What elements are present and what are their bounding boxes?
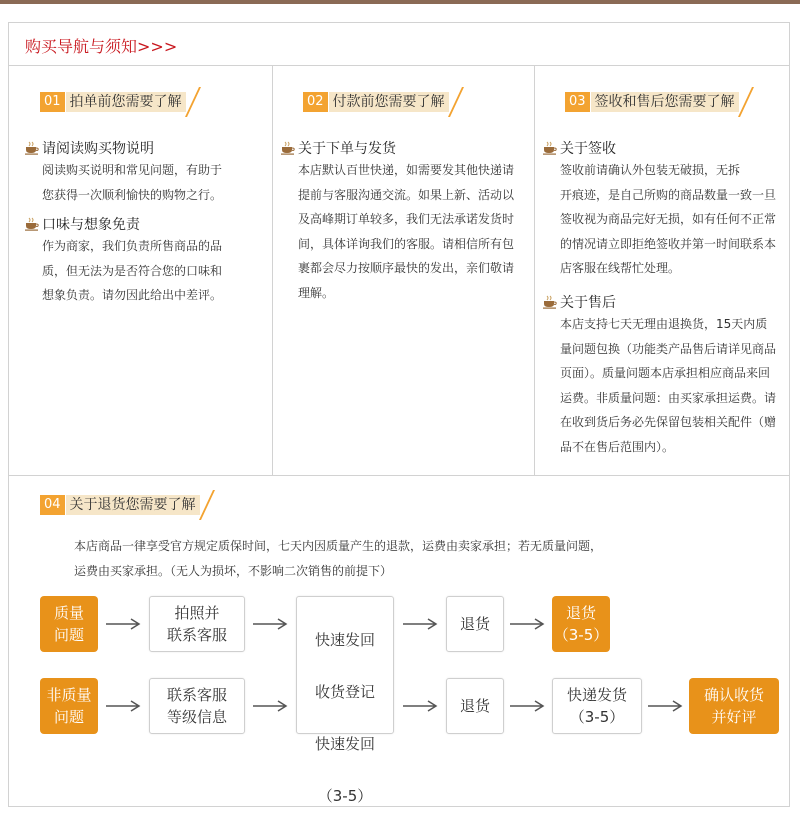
tag-label: 关于退货您需要了解 <box>66 495 200 515</box>
tag-number: 02 <box>303 92 328 112</box>
tag-label: 付款前您需要了解 <box>329 92 449 112</box>
guide-header <box>8 22 790 66</box>
coffee-cup-icon <box>25 141 40 155</box>
right-arrow-icon <box>106 617 142 631</box>
contact-register-box: 联系客服 等级信息 <box>149 678 245 734</box>
flow-step-text: 快速发回 <box>314 631 375 649</box>
flow-step-text: 快速发回 <box>314 735 375 753</box>
text-line: 理解。 <box>298 285 335 300</box>
ship-back-box <box>296 596 394 805</box>
section-body <box>42 234 267 308</box>
section-title <box>543 292 616 312</box>
coffee-cup-icon <box>543 141 558 155</box>
tag-returns <box>40 492 208 518</box>
row-divider <box>8 475 790 476</box>
top-decor-bar <box>0 0 800 4</box>
section-body <box>298 158 530 305</box>
text-line: 裹都会尽力按顺序最快的发出，亲们敬请 <box>298 261 515 275</box>
right-arrow-icon <box>106 699 142 713</box>
tag-label: 签收和售后您需要了解 <box>591 92 739 112</box>
tag-label: 拍单前您需要了解 <box>66 92 186 112</box>
text-line: 本店默认百世快递，如需要发其他快递请 <box>298 163 515 177</box>
text-line: 本店商品一律享受官方规定质保时间，七天内因质量产生的退款，运费由卖家承担；若无质量问题， <box>74 539 603 553</box>
page-title: 购买导航与须知>>> <box>25 37 178 56</box>
right-arrow-icon <box>510 617 546 631</box>
text-line: 页面）。质量问题本店承担相应商品来回 <box>560 366 771 380</box>
section-title-text: 请阅读购买物说明 <box>42 141 154 157</box>
return-box-1: 退货 <box>446 596 504 652</box>
text-line: 店客服在线帮忙处理。 <box>560 261 681 275</box>
text-line: 运费。非质量问题：由买家承担运费。请 <box>560 390 777 405</box>
right-arrow-icon <box>648 699 684 713</box>
express-ship-box: 快递发货 （3-5） <box>552 678 642 734</box>
text-line: 间，具体详询我们的客服。请相信所有包 <box>298 236 515 251</box>
flow-step-text: （3-5） <box>317 787 373 805</box>
non-quality-issue-box: 非质量 问题 <box>40 678 98 734</box>
text-line: 本店支持七天无理由退换货，15天内质 <box>560 317 768 331</box>
column-divider <box>272 66 273 475</box>
text-line: 在收到货后务必先保留包装相关配件（赠 <box>560 415 777 429</box>
text-line: 阅读购买说明和常见问题，有助于 <box>42 163 223 177</box>
text-line: 及高峰期订单较多，我们无法承诺发货时 <box>298 212 515 226</box>
return-box-2: 退货 <box>446 678 504 734</box>
section-body <box>560 158 785 281</box>
text-line: 的情况请立即拒绝签收并第一时间联系本 <box>560 236 777 251</box>
section-title-text: 口味与想象免责 <box>42 217 140 233</box>
text-line: 开痕迹，是自己所购的商品数量一致一旦 <box>560 187 777 202</box>
tag-number: 01 <box>40 92 65 112</box>
text-line: 签收视为商品完好无损，如有任何不正常 <box>560 212 777 226</box>
text-line: 作为商家，我们负责所售商品的品 <box>42 239 223 253</box>
tag-after-sales <box>565 89 747 115</box>
returns-body <box>74 534 784 583</box>
text-line: 想象负责。请勿因此给出中差评。 <box>42 288 223 302</box>
section-body <box>560 312 785 459</box>
section-title <box>25 214 140 234</box>
quality-issue-box: 质量 问题 <box>40 596 98 652</box>
right-arrow-icon <box>403 699 439 713</box>
photo-contact-box: 拍照并 联系客服 <box>149 596 245 652</box>
text-line: 提前与客服沟通交流。如果上新、活动以 <box>298 187 515 202</box>
section-title-text: 关于签收 <box>560 141 616 157</box>
tag-before-payment <box>303 89 457 115</box>
section-title-text: 关于售后 <box>560 295 616 311</box>
coffee-cup-icon <box>543 295 558 309</box>
column-divider <box>534 66 535 475</box>
text-line: 品不在售后范围内）。 <box>560 439 675 454</box>
flow-step-text: 收货登记 <box>314 683 375 701</box>
tag-number: 03 <box>565 92 590 112</box>
coffee-cup-icon <box>25 217 40 231</box>
right-arrow-icon <box>253 699 289 713</box>
text-line: 质，但无法为是否符合您的口味和 <box>42 263 223 278</box>
text-line: 您获得一次顺利愉快的购物之行。 <box>42 187 223 202</box>
text-line: 运费由买家承担。（无人为损坏，不影响二次销售的前提下） <box>74 563 393 578</box>
section-body <box>42 158 267 207</box>
section-title <box>25 138 154 158</box>
confirm-review-box: 确认收货 并好评 <box>689 678 779 734</box>
right-arrow-icon <box>253 617 289 631</box>
refund-box: 退货 （3-5） <box>552 596 610 652</box>
text-line: 签收前请确认外包装无破损，无拆 <box>560 163 741 177</box>
text-line: 量问题包换（功能类产品售后请详见商品 <box>560 341 777 356</box>
right-arrow-icon <box>510 699 546 713</box>
right-arrow-icon <box>403 617 439 631</box>
section-title <box>543 138 616 158</box>
section-title-text: 关于下单与发货 <box>298 141 396 157</box>
section-title <box>281 138 396 158</box>
tag-number: 04 <box>40 495 65 515</box>
tag-before-order <box>40 89 194 115</box>
coffee-cup-icon <box>281 141 296 155</box>
